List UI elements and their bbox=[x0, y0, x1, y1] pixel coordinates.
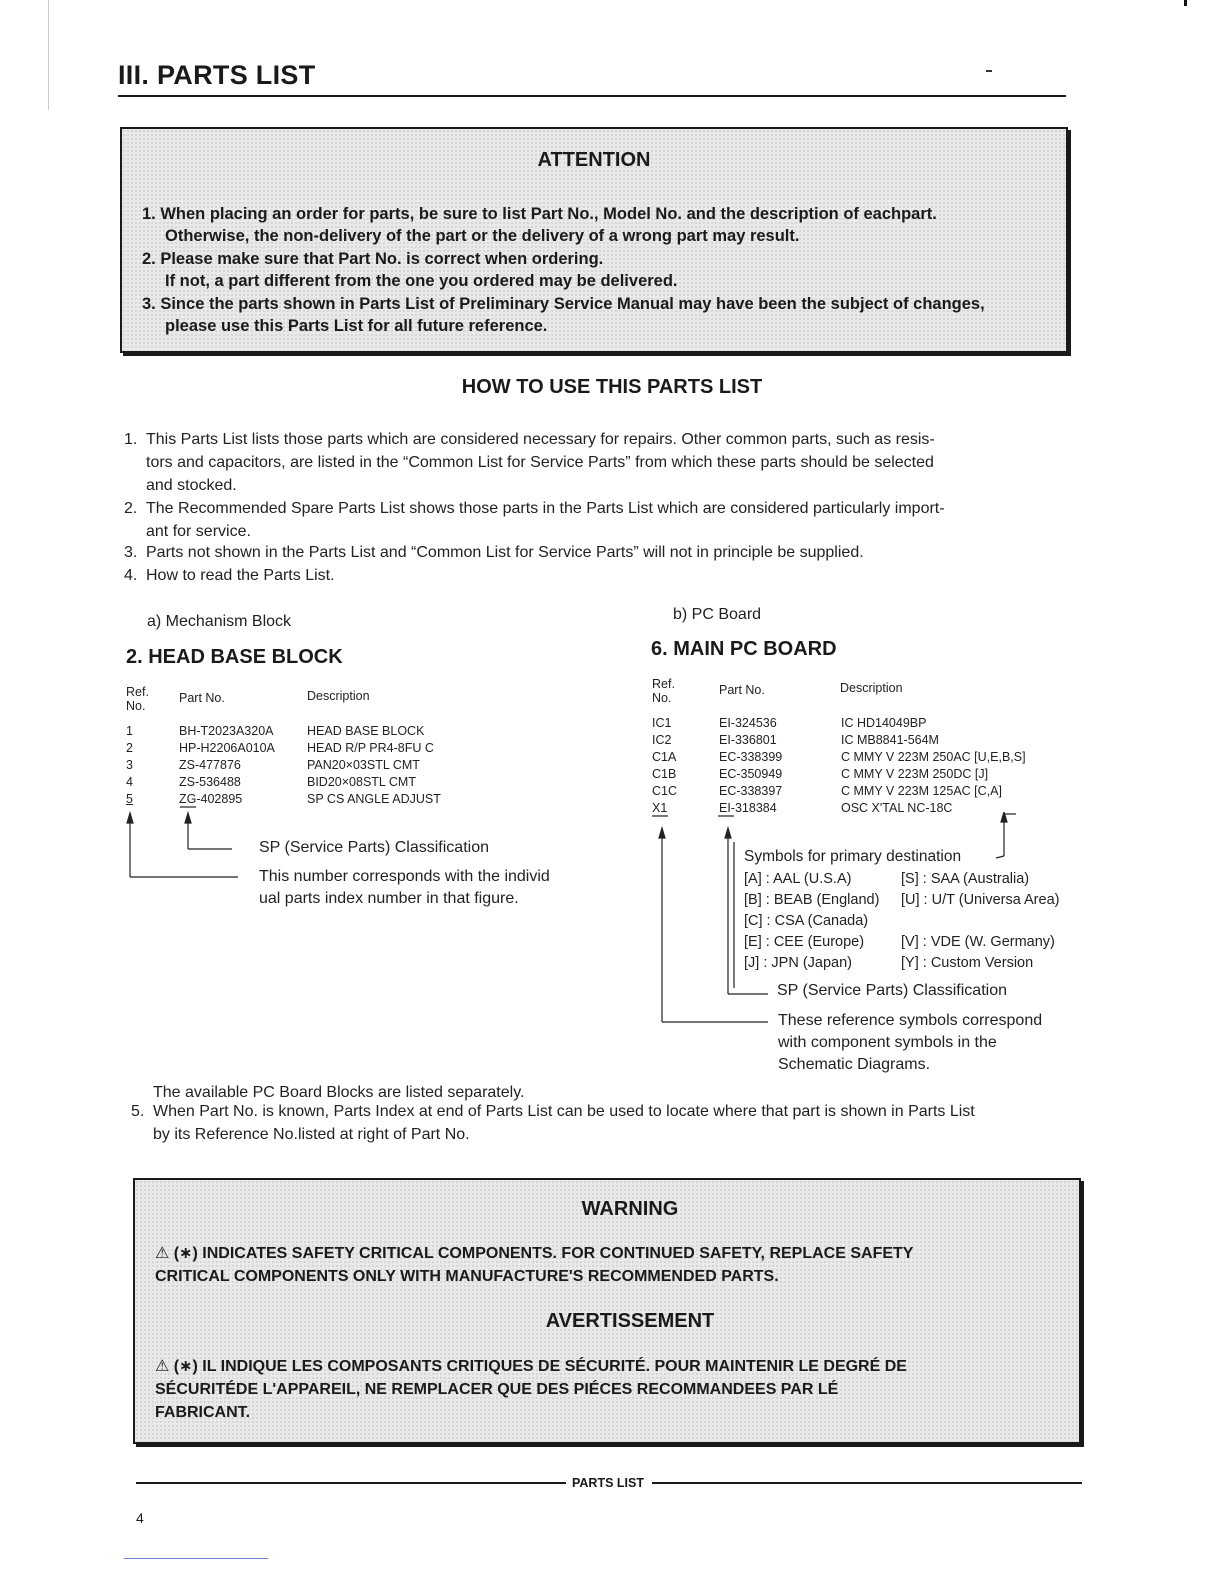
item-number: 5. bbox=[131, 1103, 145, 1120]
attention-line: If not, a part different from the one you ordered may be delivered. bbox=[165, 272, 678, 290]
blue-underline bbox=[124, 1558, 268, 1559]
table-row bbox=[126, 723, 441, 740]
attention-line: Otherwise, the non-delivery of the part or the delivery of a wrong part may result. bbox=[165, 227, 800, 245]
part-cell: ZS-477876 bbox=[179, 758, 241, 772]
main-pc-board-title: 6. MAIN PC BOARD bbox=[651, 638, 837, 660]
footer-rule-left bbox=[136, 1482, 566, 1484]
desc-cell: HEAD BASE BLOCK bbox=[307, 724, 425, 738]
howto-heading: HOW TO USE THIS PARTS LIST bbox=[461, 376, 763, 398]
ref-cell: C1A bbox=[652, 750, 677, 764]
ref-cell: 2 bbox=[126, 741, 133, 755]
warning-line: ⚠ (∗) INDICATES SAFETY CRITICAL COMPONENTS. FOR CONTINUED SAFETY, REPLACE SAFETY bbox=[155, 1245, 914, 1262]
symbol-row bbox=[744, 932, 1059, 953]
col-part-header: Part No. bbox=[719, 683, 765, 697]
attention-heading: ATTENTION bbox=[537, 149, 651, 171]
symbol-row bbox=[744, 911, 1059, 932]
col-ref-header bbox=[126, 685, 149, 713]
desc-cell: C MMY V 223M 125AC [C,A] bbox=[841, 784, 1002, 798]
howto-line: tors and capacitors, are listed in the “Common List for Service Parts” from which these parts should be selected bbox=[146, 454, 934, 471]
howto-line: Parts not shown in the Parts List and “Common List for Service Parts” will not in principle be supplied. bbox=[146, 544, 864, 561]
desc-cell: C MMY V 223M 250DC [J] bbox=[841, 767, 989, 781]
note-line: These reference symbols correspond bbox=[778, 1012, 1043, 1029]
sp-classification-note-b: SP (Service Parts) Classification bbox=[777, 982, 1007, 999]
attention-line: 2. Please make sure that Part No. is correct when ordering. bbox=[142, 250, 604, 268]
howto-line: by its Reference No.listed at right of Part No. bbox=[153, 1126, 470, 1143]
symbol-row bbox=[744, 869, 1059, 890]
warning-line-fr: SÉCURITÉDE L'APPAREIL, NE REMPLACER QUE DES PIÉCES RECOMMANDEES PAR LÉ bbox=[155, 1381, 839, 1398]
note-line: with component symbols in the bbox=[778, 1034, 997, 1051]
page-number: 4 bbox=[136, 1510, 144, 1526]
col-ref-line: Ref. bbox=[652, 677, 675, 691]
ref-cell: 1 bbox=[126, 724, 133, 738]
warning-line-fr: FABRICANT. bbox=[155, 1404, 251, 1421]
table-row bbox=[652, 715, 1026, 732]
note-line: Schematic Diagrams. bbox=[778, 1056, 931, 1073]
item-number: 1. bbox=[124, 431, 138, 448]
howto-line: The Recommended Spare Parts List shows those parts in the Parts List which are considered particularly import- bbox=[146, 500, 945, 517]
howto-line: This Parts List lists those parts which are considered necessary for repairs. Other common parts, such as resis- bbox=[146, 431, 935, 448]
howto-item-5 bbox=[131, 1100, 975, 1146]
col-ref-line: No. bbox=[126, 699, 146, 713]
col-desc-header: Description bbox=[307, 689, 370, 703]
attention-line: 1. When placing an order for parts, be sure to list Part No., Model No. and the description of eachpart. bbox=[142, 205, 937, 223]
symbol-left: [J] : JPN (Japan) bbox=[744, 955, 852, 971]
note-line: This number corresponds with the individ bbox=[259, 868, 550, 885]
symbol-right: [V] : VDE (W. Germany) bbox=[901, 934, 1055, 950]
desc-cell: IC MB8841-564M bbox=[841, 733, 939, 747]
howto-line: How to read the Parts List. bbox=[146, 567, 335, 584]
howto-item-2 bbox=[124, 497, 945, 543]
ref-cell: IC1 bbox=[652, 716, 672, 730]
part-cell: EI-318384 bbox=[719, 801, 777, 815]
desc-cell: C MMY V 223M 250AC [U,E,B,S] bbox=[841, 750, 1026, 764]
symbol-left: [C] : CSA (Canada) bbox=[744, 913, 869, 929]
part-cell: HP-H2206A010A bbox=[179, 741, 275, 755]
part-cell: EC-338397 bbox=[719, 784, 783, 798]
howto-line: When Part No. is known, Parts Index at end of Parts List can be used to locate where that part is shown in Parts List bbox=[153, 1103, 975, 1120]
desc-cell: OSC X'TAL NC-18C bbox=[841, 801, 953, 815]
symbols-title: Symbols for primary destination bbox=[744, 848, 962, 865]
howto-item-1 bbox=[124, 428, 935, 497]
symbol-row bbox=[744, 953, 1059, 974]
desc-cell: BID20×08STL CMT bbox=[307, 775, 416, 789]
col-ref-line: Ref. bbox=[126, 685, 149, 699]
desc-cell: SP CS ANGLE ADJUST bbox=[307, 792, 441, 806]
example-a-label: a) Mechanism Block bbox=[147, 613, 292, 630]
sp-classification-note-a: SP (Service Parts) Classification bbox=[259, 839, 489, 856]
desc-cell: IC HD14049BP bbox=[841, 716, 927, 730]
item-number: 4. bbox=[124, 567, 138, 584]
table-row bbox=[126, 740, 441, 757]
footer-rule-right bbox=[652, 1482, 1082, 1484]
part-cell: ZG-402895 bbox=[179, 792, 243, 806]
symbol-right: [Y] : Custom Version bbox=[901, 955, 1034, 971]
ref-cell: C1C bbox=[652, 784, 678, 798]
table-row bbox=[126, 757, 441, 774]
table-row bbox=[652, 766, 1026, 783]
stray-mark bbox=[986, 70, 992, 72]
example-b-label: b) PC Board bbox=[673, 606, 762, 623]
desc-cell: HEAD R/P PR4-8FU C bbox=[307, 741, 434, 755]
attention-line: 3. Since the parts shown in Parts List of Preliminary Service Manual may have been the subject of changes, bbox=[142, 295, 985, 313]
part-cell: EI-336801 bbox=[719, 733, 777, 747]
symbol-right: [U] : U/T (Universa Area) bbox=[901, 892, 1060, 908]
desc-cell: PAN20×03STL CMT bbox=[307, 758, 420, 772]
page-edge-mark bbox=[48, 0, 49, 110]
ref-cell: C1B bbox=[652, 767, 677, 781]
symbol-left: [A] : AAL (U.S.A) bbox=[744, 871, 852, 887]
ref-cell: IC2 bbox=[652, 733, 672, 747]
warning-line: CRITICAL COMPONENTS ONLY WITH MANUFACTURE'S RECOMMENDED PARTS. bbox=[155, 1268, 779, 1285]
howto-item-4 bbox=[124, 564, 335, 587]
corner-mark bbox=[1184, 0, 1187, 6]
howto-line: and stocked. bbox=[146, 477, 237, 494]
col-desc-header: Description bbox=[840, 681, 903, 695]
destination-symbols bbox=[744, 869, 1059, 974]
part-cell: EC-350949 bbox=[719, 767, 783, 781]
part-cell: EC-338399 bbox=[719, 750, 783, 764]
warning-heading: WARNING bbox=[581, 1198, 679, 1220]
footer-label: PARTS LIST bbox=[572, 1476, 644, 1490]
col-part-header: Part No. bbox=[179, 691, 225, 705]
table-row bbox=[652, 783, 1026, 800]
available-note: The available PC Board Blocks are listed separately. bbox=[153, 1084, 525, 1101]
item-number: 2. bbox=[124, 500, 138, 517]
item-number: 3. bbox=[124, 544, 138, 561]
index-number-note bbox=[259, 866, 550, 910]
title-rule bbox=[118, 95, 1066, 97]
symbol-left: [B] : BEAB (England) bbox=[744, 892, 880, 908]
main-pc-board-table bbox=[652, 715, 1026, 817]
col-ref-line: No. bbox=[652, 691, 672, 705]
symbol-left: [E] : CEE (Europe) bbox=[744, 934, 865, 950]
symbol-row bbox=[744, 890, 1059, 911]
reference-symbols-note bbox=[778, 1010, 1042, 1076]
part-cell: EI-324536 bbox=[719, 716, 777, 730]
warning-line-fr: ⚠ (∗) IL INDIQUE LES COMPOSANTS CRITIQUES DE SÉCURITÉ. POUR MAINTENIR LE DEGRÉ DE bbox=[155, 1358, 907, 1375]
part-cell: ZS-536488 bbox=[179, 775, 241, 789]
ref-cell: 4 bbox=[126, 775, 133, 789]
table-row bbox=[652, 732, 1026, 749]
page-title: III. PARTS LIST bbox=[118, 60, 316, 90]
example-a-pointer-lines bbox=[120, 805, 250, 885]
head-base-table bbox=[126, 723, 441, 808]
note-line: ual parts index number in that figure. bbox=[259, 890, 519, 907]
attention-box bbox=[120, 127, 1068, 353]
ref-cell: 5 bbox=[126, 792, 133, 806]
head-base-block-title: 2. HEAD BASE BLOCK bbox=[126, 646, 343, 668]
avertissement-heading: AVERTISSEMENT bbox=[545, 1310, 715, 1332]
part-cell: BH-T2023A320A bbox=[179, 724, 274, 738]
symbol-right: [S] : SAA (Australia) bbox=[901, 871, 1030, 887]
howto-item-3 bbox=[124, 541, 864, 564]
table-row bbox=[126, 774, 441, 791]
howto-line: ant for service. bbox=[146, 523, 251, 540]
table-row bbox=[652, 749, 1026, 766]
warning-box bbox=[133, 1178, 1081, 1444]
attention-line: please use this Parts List for all future reference. bbox=[165, 317, 548, 335]
ref-cell: 3 bbox=[126, 758, 133, 772]
col-ref-header bbox=[652, 677, 675, 705]
ref-cell: X1 bbox=[652, 801, 668, 815]
